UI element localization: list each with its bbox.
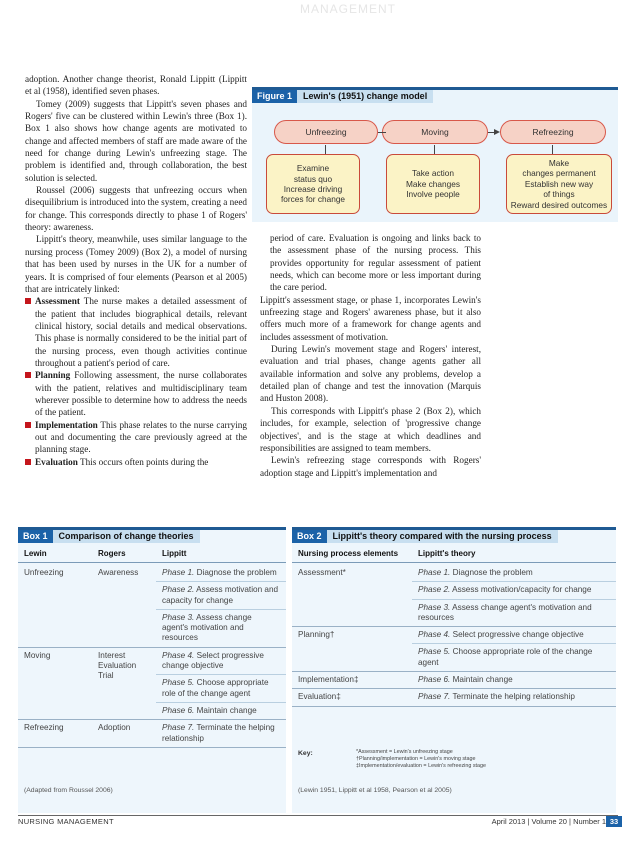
phase-text: Maintain change [194, 705, 257, 715]
phase-number: Phase 7. [418, 692, 451, 702]
lewin-cell: Unfreezing [18, 563, 92, 648]
element-cell [292, 644, 412, 672]
phase-text: Terminate the helping relationship [162, 723, 275, 743]
issue-info: April 2013 | Volume 20 | Number 1 [491, 817, 606, 826]
phase-text: Choose appropriate role of the change agent [162, 678, 269, 698]
phase-text: Diagnose the problem [194, 568, 277, 577]
key-line: ‡Implementation/evaluation = Lewin's refreezing stage [356, 762, 487, 769]
phase-number: Phase 2. [162, 585, 195, 595]
figure-label: Figure 1 [252, 90, 297, 103]
arrow-line [378, 132, 386, 133]
lippitt-cell [156, 609, 286, 647]
phase-number: Phase 4. [418, 630, 451, 640]
paragraph: adoption. Another change theorist, Ronald Lippitt (Lippitt et al (1958), identified seven phases. [25, 74, 247, 97]
right-text-column [260, 232, 481, 479]
box-label: Box 1 [18, 530, 53, 543]
phase-text: Maintain change [450, 675, 513, 685]
phase-text: Assess motivation/capacity for change [450, 585, 592, 595]
action-line: Reward desired outcomes [510, 199, 608, 210]
phase-number: Phase 6. [162, 705, 195, 715]
nursing-process-table [292, 544, 616, 707]
phase-text: Assess motivation and capacity for change [162, 585, 279, 605]
key-label: Key: [298, 750, 313, 757]
action-line: Make changes [406, 178, 460, 189]
element-cell: Implementation‡ [292, 672, 412, 689]
lippitt-cell [156, 647, 286, 675]
lippitt-cell [156, 563, 286, 582]
column-header: Rogers [92, 544, 156, 563]
phase-text: Assess change agent's motivation and resources [418, 602, 592, 622]
table-row [292, 672, 616, 689]
action-line: of things [543, 189, 575, 200]
arrow-head [494, 129, 500, 135]
box-title: Comparison of change theories [53, 530, 200, 543]
box-title: Lippitt's theory compared with the nursing process [327, 530, 558, 543]
stage-moving: Moving [382, 120, 488, 144]
bullet-text: Following assessment, the nurse collaborates with the patient, relatives and multidisciplinary team wherever possible to determine how to address the needs of the patient. [35, 370, 247, 418]
stage-unfreezing: Unfreezing [274, 120, 378, 144]
paragraph: Lewin's refreezing stage corresponds with Rogers' adoption stage and Lippitt's implementation and [260, 455, 481, 478]
element-cell [292, 582, 412, 599]
box-source-note: (Lewin 1951, Lippitt et al 1958, Pearson et al 2005) [298, 787, 452, 794]
box-source-note: (Adapted from Roussel 2006) [24, 787, 113, 794]
table-row [18, 647, 286, 675]
lippitt-cell [412, 672, 616, 689]
element-cell [292, 599, 412, 627]
stage-refreezing: Refreezing [500, 120, 606, 144]
connector-line [434, 145, 435, 154]
phase-text: Assess change agent's motivation and resources [162, 612, 252, 643]
phase-number: Phase 5. [162, 678, 195, 688]
table-row [292, 599, 616, 627]
paragraph: This corresponds with Lippitt's phase 2 (Box 2), which includes, for example, selection of 'progressive change objectives', and is the stage at which deadlines and responsibilities are assigned to team members. [260, 405, 481, 453]
lippitt-cell [412, 689, 616, 706]
lewin-cell: Refreezing [18, 720, 92, 748]
lippitt-cell [412, 599, 616, 627]
lewin-cell: Moving [18, 647, 92, 719]
action-line: Examine [296, 163, 330, 174]
bullet-term: Implementation [35, 419, 98, 430]
phase-number: Phase 1. [162, 568, 195, 577]
key-line: *Assessment = Lewin's unfreezing stage [356, 749, 453, 755]
box-lippitt-vs-nursing-process [292, 527, 616, 813]
element-cell: Planning† [298, 630, 335, 640]
page-number: 33 [606, 816, 622, 827]
element-cell: Assessment* [298, 568, 346, 577]
bullet-text: This phase relates to the nurse carrying out and documenting the care previously agreed at the planning stage. [35, 419, 247, 455]
paragraph: Lippitt's theory, meanwhile, uses similar language to the nursing process (Tomey 2009) (Box 2), a model of nursing that has been used by nurses in the UK for a number of years. It is comprised of four elements (Pearson et al 2005) that are intricately linked: [25, 234, 247, 294]
lippitt-cell [156, 720, 286, 748]
lippitt-cell [156, 702, 286, 719]
action-line: Involve people [406, 189, 460, 200]
box-tag [292, 530, 558, 543]
refreezing-actions-box [506, 154, 612, 214]
action-line: changes permanent [522, 168, 596, 179]
key-line: †Planning/implementation = Lewin's moving stage [356, 755, 476, 762]
lippitt-cell [412, 563, 616, 582]
box-comparison-of-change-theories [18, 527, 286, 813]
action-line: Make [548, 157, 570, 168]
table-row [292, 689, 616, 706]
column-header: Lippitt [156, 544, 286, 563]
phase-text: Diagnose the problem [450, 568, 533, 577]
lippitt-cell [156, 582, 286, 610]
journal-name: NURSING MANAGEMENT [18, 817, 114, 826]
action-line: Establish new way [524, 178, 594, 189]
bullet-text: This occurs often points during the [77, 456, 209, 467]
action-line: status quo [293, 173, 333, 184]
paragraph: Lippitt's assessment stage, or phase 1, incorporates Lewin's unfreezing stage and Rogers' awareness phase, but it also offers much more of a framework for change agents and includes assessment of motivation. [260, 294, 481, 342]
rogers-cell: Interest Evaluation Trial [92, 647, 156, 719]
connector-line [325, 145, 326, 154]
unfreezing-actions-box [266, 154, 360, 214]
phase-number: Phase 1. [418, 568, 451, 577]
table-row [292, 563, 616, 582]
table-header-row [18, 544, 286, 563]
rogers-cell: Awareness [92, 563, 156, 648]
column-header: Lippitt's theory [412, 544, 616, 563]
box-label: Box 2 [292, 530, 327, 543]
table-row [292, 644, 616, 672]
table-row [292, 627, 616, 644]
table-header-row [292, 544, 616, 563]
phase-text: Select progressive change objective [162, 650, 264, 671]
lippitt-cell [412, 644, 616, 672]
phase-number: Phase 2. [418, 585, 451, 595]
comparison-table [18, 544, 286, 748]
phase-text: Choose appropriate role of the change agent [418, 647, 593, 667]
running-head-ghost: MANAGEMENT [300, 2, 397, 16]
action-line: Take action [412, 168, 454, 179]
action-line: forces for change [280, 194, 346, 205]
box-tag [18, 530, 200, 543]
paragraph: Tomey (2009) suggests that Lippitt's seven phases and Rogers' five can be clustered within Lewin's three (Box 1). Box 1 also shows how change agents are motivated to change and affected members of staff are made aware of the need for change during Lewin's unfreezing stage. The problem is identified and, through collaboration, the best solution is selected. [25, 98, 247, 183]
phase-number: Phase 3. [418, 602, 451, 612]
lippitt-cell [412, 627, 616, 644]
table-row [18, 563, 286, 582]
page-footer [18, 815, 618, 827]
paragraph: Roussel (2006) suggests that unfreezing occurs when disequilibrium is introduced into the system, creating a need for change. This corresponds directly to phase 1 of Rogers' theory: awareness. [25, 185, 247, 233]
moving-actions-box [386, 154, 480, 214]
connector-line [552, 145, 553, 154]
phase-number: Phase 7. [162, 723, 195, 733]
table-row [18, 720, 286, 748]
lippitt-cell [412, 582, 616, 599]
bullet-term: Planning [35, 370, 71, 381]
action-line: Increase driving [283, 184, 343, 194]
figure-title: Lewin's (1951) change model [297, 90, 433, 103]
bullet-item-assessment [25, 295, 247, 369]
phase-number: Phase 3. [162, 612, 195, 622]
phase-text: Terminate the helping relationship [450, 692, 575, 702]
paragraph: During Lewin's movement stage and Rogers' interest, evaluation and trial phases, change agents gather all available information and solve any problems, develop a detailed plan of change and test the innovation (Marquis and Huston 2008). [260, 344, 481, 404]
lippitt-cell [156, 675, 286, 703]
figure-tag [252, 90, 433, 103]
column-header: Nursing process elements [292, 544, 412, 563]
paragraph: period of care. Evaluation is ongoing and links back to the assessment phase of the nursing process. This provides opportunity for regular assessment of patient needs, which can become more or less important during the care period. [270, 233, 481, 293]
figure-lewin-change-model [252, 87, 618, 222]
phase-number: Phase 6. [418, 675, 451, 685]
element-cell: Evaluation‡ [292, 689, 412, 706]
column-header: Lewin [18, 544, 92, 563]
phase-text: Select progressive change objective [450, 630, 584, 640]
bullet-text: The nurse makes a detailed assessment of the patient that includes biographical details, relevant clinical history, social details and medical observations. This phase is normally considered to be the initial part of the nursing process, even though activities continue throughout a patient's period of care. [35, 296, 247, 368]
key-legend [356, 749, 486, 769]
bullet-item-implementation [25, 419, 247, 456]
table-row [292, 582, 616, 599]
phase-number: Phase 4. [162, 650, 195, 660]
rogers-cell: Adoption [92, 720, 156, 748]
phase-number: Phase 5. [418, 647, 451, 657]
bullet-term: Assessment [35, 296, 80, 307]
bullet-item-planning [25, 369, 247, 418]
bullet-item-evaluation [25, 456, 247, 468]
bullet-term: Evaluation [35, 456, 78, 467]
left-text-column [25, 73, 247, 468]
